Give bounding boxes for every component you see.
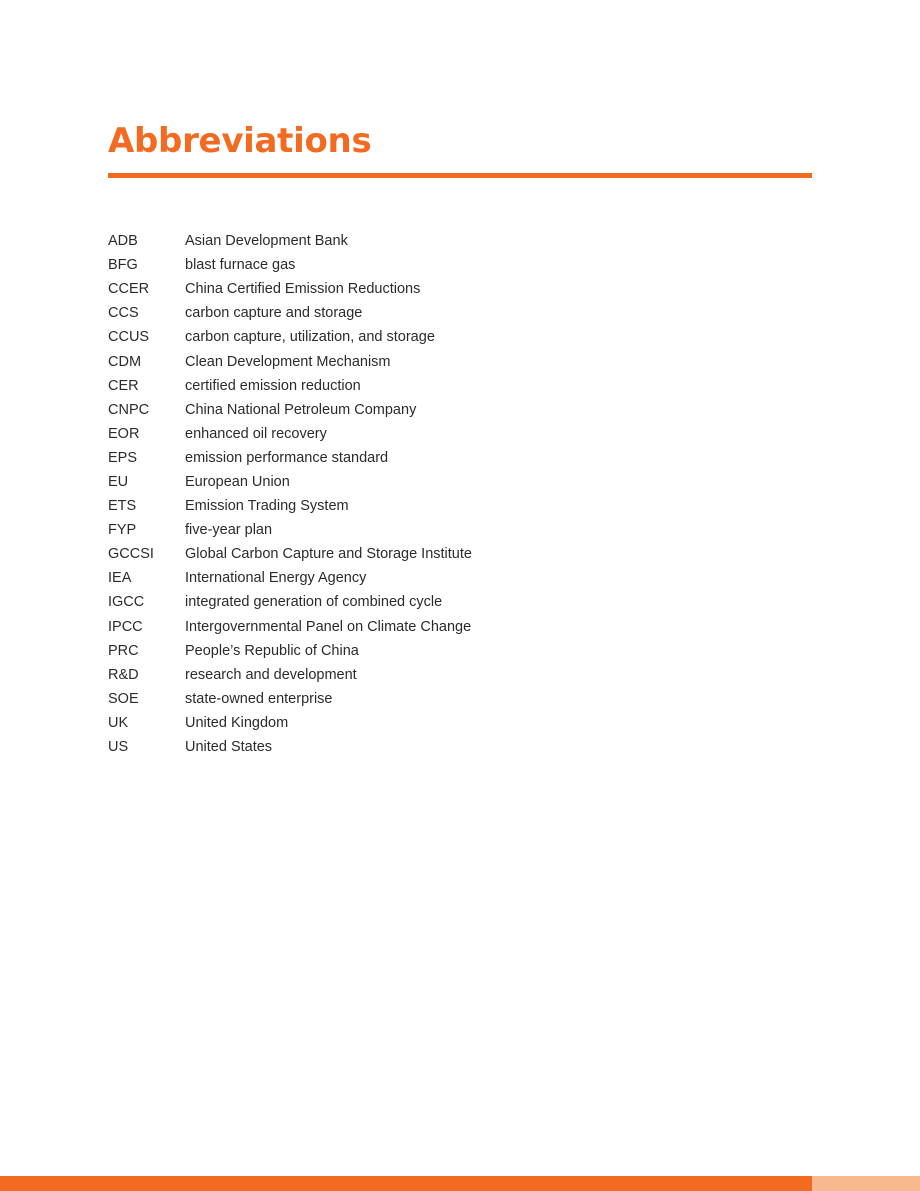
abbreviation-row	[108, 663, 472, 687]
abbreviation-definition: blast furnace gas	[185, 257, 296, 274]
abbreviation-term: IEA	[108, 570, 132, 587]
abbreviation-row	[108, 229, 472, 253]
abbreviation-definition: carbon capture, utilization, and storage	[185, 329, 435, 346]
abbreviation-list	[108, 229, 472, 759]
abbreviation-term: US	[108, 739, 129, 756]
abbreviation-definition: Asian Development Bank	[185, 233, 348, 250]
abbreviation-definition: state-owned enterprise	[185, 690, 333, 707]
abbreviation-row	[108, 590, 472, 614]
abbreviation-term: GCCSI	[108, 546, 154, 563]
abbreviation-definition: enhanced oil recovery	[185, 425, 327, 442]
abbreviation-definition: five-year plan	[185, 522, 273, 539]
abbreviation-definition: China National Petroleum Company	[185, 401, 417, 418]
title-underline	[108, 173, 812, 178]
abbreviation-row	[108, 398, 472, 422]
abbreviation-definition: carbon capture and storage	[185, 305, 363, 322]
abbreviation-definition: integrated generation of combined cycle	[185, 594, 443, 611]
abbreviation-term: CCUS	[108, 329, 150, 346]
abbreviation-row	[108, 735, 472, 759]
abbreviation-term: EPS	[108, 449, 138, 466]
abbreviation-term: PRC	[108, 642, 139, 659]
abbreviation-row	[108, 494, 472, 518]
abbreviation-term: UK	[108, 714, 129, 731]
abbreviation-row	[108, 639, 472, 663]
abbreviation-definition: research and development	[185, 666, 357, 683]
abbreviation-term: ETS	[108, 498, 137, 515]
abbreviation-definition: China Certified Emission Reductions	[185, 281, 421, 298]
abbreviation-definition: emission performance standard	[185, 449, 389, 466]
abbreviation-row	[108, 687, 472, 711]
abbreviation-definition: United Kingdom	[185, 714, 289, 731]
abbreviation-term: CCER	[108, 281, 150, 298]
abbreviation-term: IGCC	[108, 594, 145, 611]
abbreviation-definition: European Union	[185, 473, 290, 490]
abbreviation-term: CDM	[108, 353, 142, 370]
footer-accent-bar	[0, 1176, 812, 1191]
abbreviation-row	[108, 349, 472, 373]
abbreviation-row	[108, 253, 472, 277]
abbreviation-definition: International Energy Agency	[185, 570, 367, 587]
abbreviation-row	[108, 422, 472, 446]
abbreviation-definition: certified emission reduction	[185, 377, 361, 394]
abbreviation-term: FYP	[108, 522, 137, 539]
abbreviation-definition: Intergovernmental Panel on Climate Change	[185, 618, 472, 635]
abbreviation-term: CNPC	[108, 401, 150, 418]
abbreviation-row	[108, 325, 472, 349]
abbreviation-row	[108, 518, 472, 542]
abbreviation-definition: Clean Development Mechanism	[185, 353, 391, 370]
abbreviation-definition: People’s Republic of China	[185, 642, 359, 659]
abbreviation-row	[108, 446, 472, 470]
abbreviation-row	[108, 566, 472, 590]
abbreviation-row	[108, 374, 472, 398]
abbreviation-term: IPCC	[108, 618, 143, 635]
abbreviation-row	[108, 277, 472, 301]
abbreviation-row	[108, 301, 472, 325]
abbreviation-term: R&D	[108, 666, 139, 683]
abbreviation-term: CCS	[108, 305, 139, 322]
page-title: Abbreviations	[108, 121, 372, 161]
abbreviation-term: SOE	[108, 690, 139, 707]
abbreviation-definition: Global Carbon Capture and Storage Institute	[185, 546, 472, 563]
abbreviation-term: EU	[108, 473, 129, 490]
abbreviation-term: CER	[108, 377, 139, 394]
abbreviation-definition: Emission Trading System	[185, 498, 349, 515]
abbreviation-row	[108, 470, 472, 494]
abbreviation-row	[108, 542, 472, 566]
abbreviation-term: EOR	[108, 425, 140, 442]
abbreviation-definition: United States	[185, 739, 273, 756]
footer-accent-bar-light	[812, 1176, 920, 1191]
abbreviation-row	[108, 615, 472, 639]
abbreviation-term: ADB	[108, 233, 138, 250]
abbreviation-term: BFG	[108, 257, 138, 274]
abbreviation-row	[108, 711, 472, 735]
